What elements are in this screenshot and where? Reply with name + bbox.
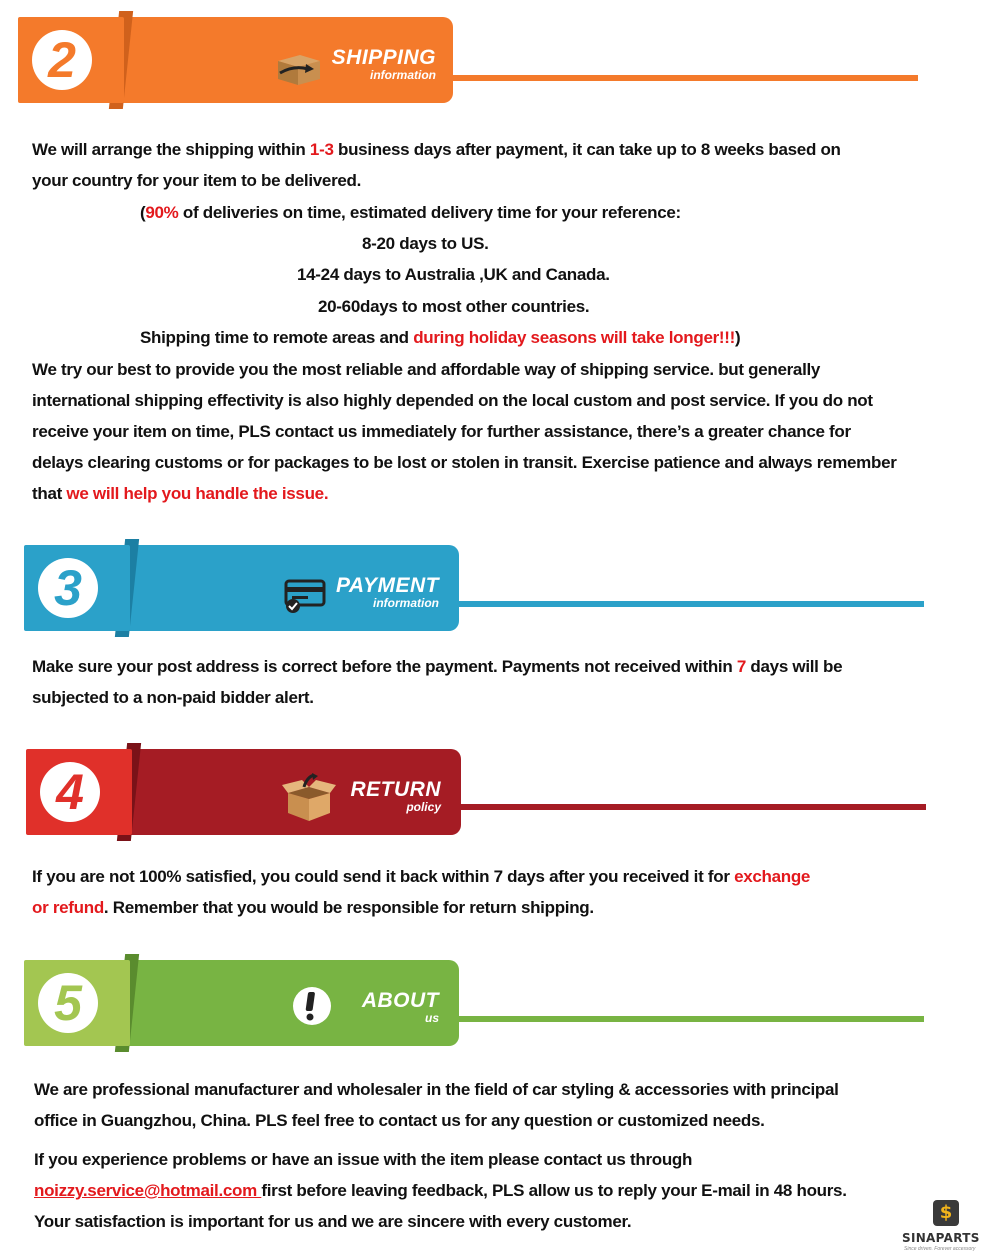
highlight-text: 7 [736,657,746,676]
text-line: If you experience problems or have an issue with the item please contact us through [34,1150,693,1169]
text-line: subjected to a non-paid bidder alert. [32,688,314,707]
number-box [24,545,130,631]
brand-logo [900,1200,992,1255]
text-line: 14-24 days to Australia ,UK and Canada. [297,265,610,284]
text-span: If you are not 100% satisfied, you could send it back within 7 days after you received it for [32,867,735,886]
text-line: 8-20 days to US. [362,234,489,253]
package-icon [274,51,324,87]
highlight-text: during holiday seasons will take longer!!! [413,328,735,347]
banner-title [344,990,439,1024]
return-banner [26,749,926,837]
section-subtitle: information [370,68,436,82]
highlight-text: we will help you handle the issue. [66,484,329,503]
section-subtitle: us [424,1011,439,1025]
banner-title [324,575,439,609]
section-title: PAYMENT [335,574,439,597]
text-line: office in Guangzhou, China. PLS feel free to contact us for any question or customized needs. [34,1111,765,1130]
text-span: Make sure your post address is correct before the payment. Payments not received within [32,657,737,676]
text-line: We try our best to provide you the most reliable and affordable way of shipping service. but generally [32,360,821,379]
logo-name: SINAPARTS [902,1231,980,1245]
shipping-text [32,134,841,196]
text-line [140,197,681,228]
exclamation-icon [292,986,332,1026]
section-subtitle: information [373,596,439,610]
text-line: delays clearing customs or for packages to be lost or stolen in transit. Exercise patience and always remember [32,453,897,472]
banner-line [454,1016,924,1022]
email-link[interactable]: noizzy.service@hotmail.com [34,1181,262,1200]
text-line: receive your item on time, PLS contact us immediately for further assistance, there’s a greater chance for [32,422,851,441]
shipping-text-2 [32,354,897,509]
number-box [24,960,130,1046]
text-line [140,322,740,353]
text-line [32,478,897,509]
section-number: 4 [40,762,100,822]
text-span: business days after payment, it can take up to 8 weeks based on [333,140,841,159]
section-number: 3 [38,558,98,618]
section-title: SHIPPING [331,46,436,69]
open-box-icon [282,773,336,823]
return-text [32,861,810,923]
text-span: ( [140,203,146,222]
payment-banner [24,545,924,633]
section-number: 2 [32,30,92,90]
text-span: that [32,484,67,503]
shipping-banner [18,17,918,105]
card-icon [284,579,328,615]
text-line: 20-60days to most other countries. [318,297,590,316]
text-span: Shipping time to remote areas and [140,328,414,347]
text-line: your country for your item to be delivered. [32,171,362,190]
text-line: Your satisfaction is important for us and we are sincere with every customer. [34,1212,632,1231]
text-span: . Remember that you would be responsible for return shipping. [103,898,594,917]
text-line: We are professional manufacturer and wholesaler in the field of car styling & accessories with principal [34,1080,839,1099]
section-subtitle: policy [406,800,441,814]
text-span: of deliveries on time, estimated delivery time for your reference: [178,203,681,222]
payment-text [32,651,842,713]
banner-title [336,779,441,813]
highlight-text: exchange [734,867,811,886]
banner-title [318,47,436,81]
section-title: RETURN [350,778,441,801]
number-box [18,17,124,103]
number-box [26,749,132,835]
text-span: We will arrange the shipping within [32,140,310,159]
text-line [32,861,810,892]
banner-line [456,804,926,810]
text-span: first before leaving feedback, PLS allow us to reply your E-mail in 48 hours. [261,1181,847,1200]
text-line: international shipping effectivity is also highly depended on the local custom and post service. If you do not [32,391,873,410]
highlight-text: 1-3 [309,140,334,159]
logo-tagline: Since driven. Forever accessory [904,1246,976,1252]
highlight-text: or refund [32,898,104,917]
about-banner [24,960,924,1048]
section-number: 5 [38,973,98,1033]
logo-mark-icon: $ [933,1200,959,1226]
text-line [32,134,841,165]
highlight-text: 90% [145,203,179,222]
section-title: ABOUT [361,989,439,1012]
text-line [32,892,810,923]
banner-line [448,75,918,81]
about-text [34,1074,847,1237]
text-line [32,651,842,682]
text-span: ) [735,328,741,347]
text-line [34,1175,847,1206]
text-span: days will be [746,657,843,676]
banner-line [454,601,924,607]
